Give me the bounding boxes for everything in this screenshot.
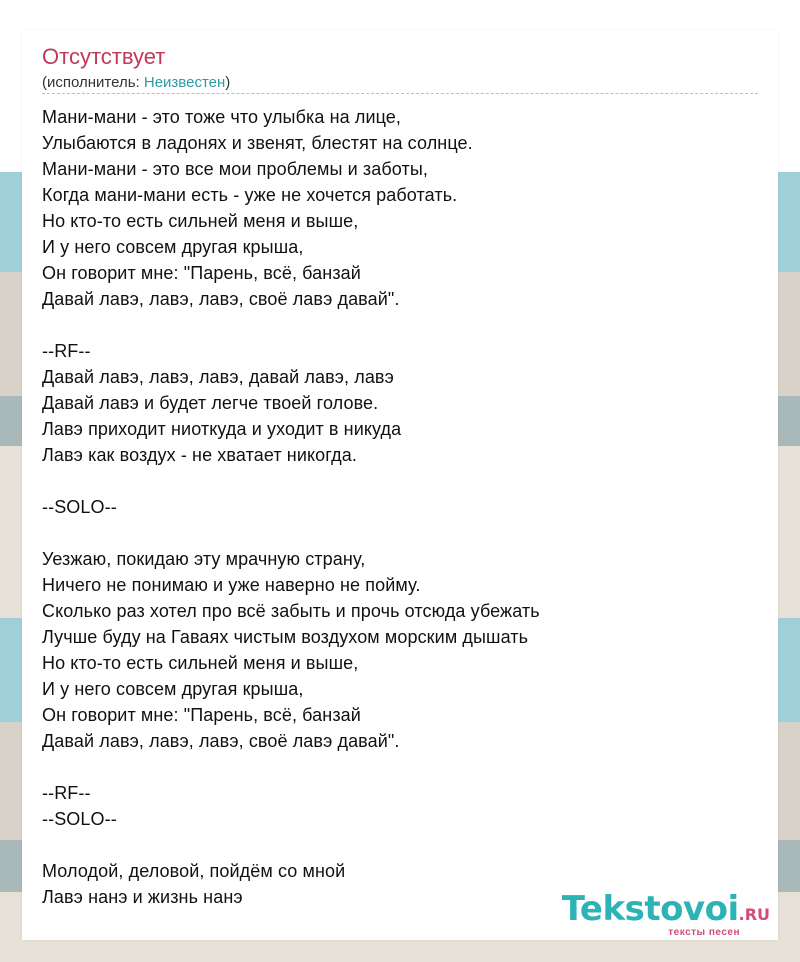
lyric-blank-line: [42, 312, 758, 338]
logo-subtitle: тексты песен: [668, 927, 740, 938]
lyric-line: Но кто-то есть сильней меня и выше,: [42, 653, 359, 673]
lyric-blank-line: [42, 832, 758, 858]
artist-line: [42, 74, 230, 91]
logo-tld-text: .RU: [738, 905, 770, 924]
lyric-line: Давай лавэ и будет легче твоей голове.: [42, 393, 379, 413]
lyric-line: Давай лавэ, лавэ, лавэ, своё лавэ давай".: [42, 731, 400, 751]
song-title: Отсутствует: [42, 44, 166, 69]
lyric-line: И у него совсем другая крыша,: [42, 679, 304, 699]
lyric-line: --RF--: [42, 341, 91, 361]
lyrics-card: [22, 30, 778, 940]
lyric-line: Улыбаются в ладонях и звенят, блестят на солнце.: [42, 133, 473, 153]
lyric-line: Когда мани-мани есть - уже не хочется работать.: [42, 185, 458, 205]
site-logo[interactable]: [550, 889, 770, 938]
lyric-line: --RF--: [42, 783, 91, 803]
lyric-blank-line: [42, 468, 758, 494]
lyric-line: И у него совсем другая крыша,: [42, 237, 304, 257]
lyric-line: Лавэ как воздух - не хватает никогда.: [42, 445, 357, 465]
lyric-blank-line: [42, 754, 758, 780]
lyric-line: Он говорит мне: "Парень, всё, банзай: [42, 263, 361, 283]
lyric-line: Лавэ нанэ и жизнь нанэ: [42, 887, 243, 907]
lyric-line: Мани-мани - это тоже что улыбка на лице,: [42, 107, 402, 127]
title-divider: [42, 93, 758, 94]
lyric-line: Но кто-то есть сильней меня и выше,: [42, 211, 359, 231]
artist-prefix: (исполнитель:: [42, 74, 144, 91]
lyric-blank-line: [42, 520, 758, 546]
artist-link[interactable]: Неизвестен: [143, 74, 226, 91]
logo-main-text: Tekstovoi: [561, 889, 739, 929]
lyric-line: Лучше буду на Гаваях чистым воздухом морским дышать: [42, 627, 529, 647]
lyric-line: Лавэ приходит ниоткуда и уходит в никуда: [42, 419, 402, 439]
lyric-line: Сколько раз хотел про всё забыть и прочь отсюда убежать: [42, 601, 540, 621]
lyric-line: --SOLO--: [42, 497, 117, 517]
lyric-line: Давай лавэ, лавэ, лавэ, давай лавэ, лавэ: [42, 367, 394, 387]
lyric-line: --SOLO--: [42, 809, 117, 829]
lyric-line: Давай лавэ, лавэ, лавэ, своё лавэ давай".: [42, 289, 400, 309]
lyric-line: Он говорит мне: "Парень, всё, банзай: [42, 705, 361, 725]
lyric-line: Уезжаю, покидаю эту мрачную страну,: [42, 549, 366, 569]
artist-suffix: ): [225, 74, 231, 91]
lyric-line: Мани-мани - это все мои проблемы и заботы,: [42, 159, 428, 179]
lyrics-text: [42, 104, 758, 910]
lyric-line: Молодой, деловой, пойдём со мной: [42, 861, 346, 881]
lyric-line: Ничего не понимаю и уже наверно не пойму.: [42, 575, 421, 595]
